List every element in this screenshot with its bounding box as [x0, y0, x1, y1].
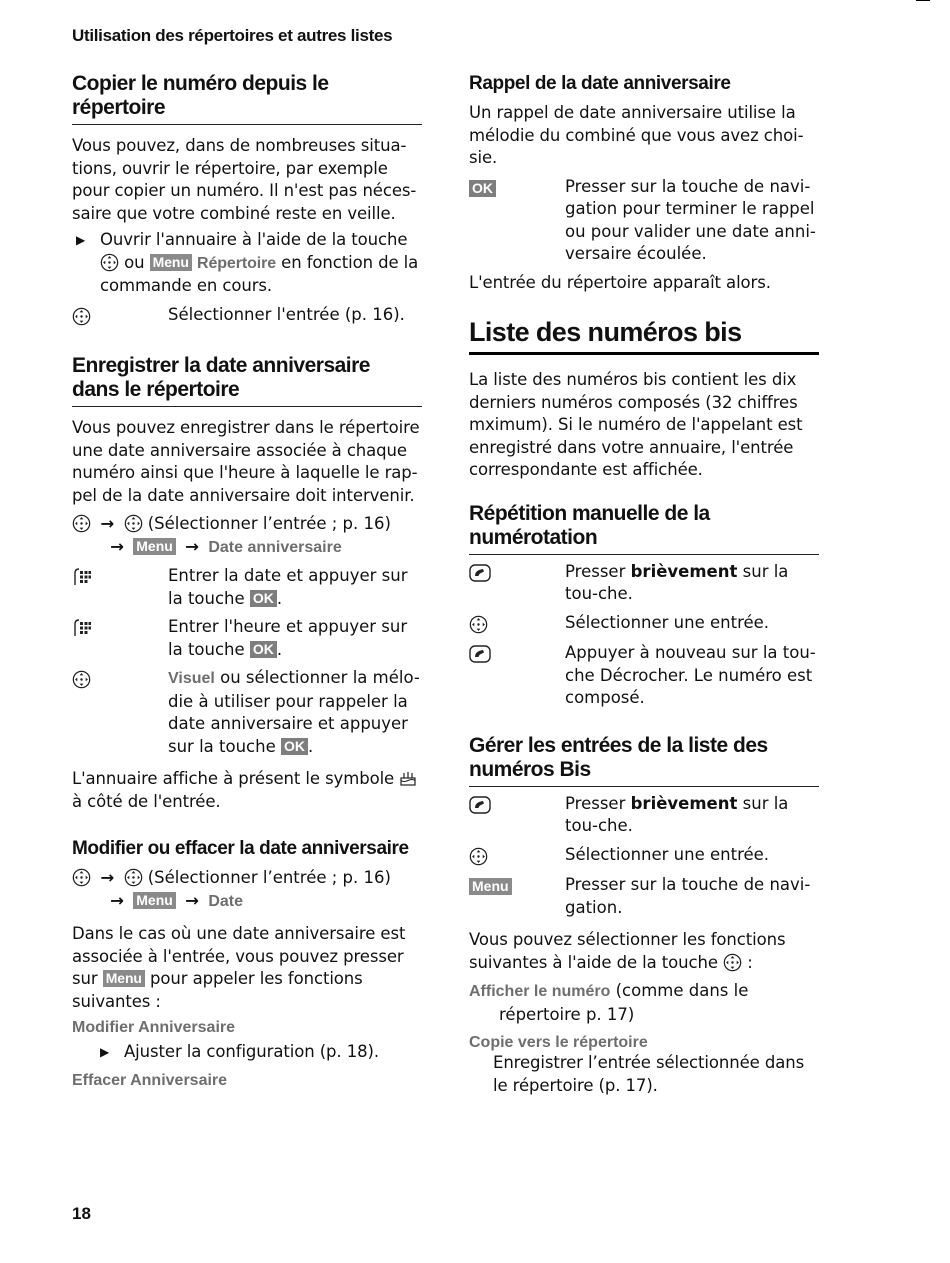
section-save-birthday: [72, 354, 422, 813]
visual-label: Visuel: [168, 670, 215, 687]
paragraph-text-b: pour appeler les fonctions suivantes :: [72, 969, 363, 1011]
instruction-row: [469, 612, 819, 637]
talk-key-icon: [469, 796, 491, 814]
sequence-text: (Sélectionner l’entrée ; p. 16): [147, 868, 391, 887]
instruction-row: [72, 565, 422, 610]
navigation-key-icon: [72, 307, 91, 326]
row-text: Appuyer à nouveau sur la tou-che Décrocher. Le numéro est composé.: [565, 643, 816, 707]
instruction-row: [469, 561, 819, 606]
arrow-icon: →: [100, 514, 115, 533]
ok-key-label: OK: [281, 738, 308, 755]
row-text-b: sur la tou-che.: [565, 561, 789, 603]
row-text: Entrer la date et appuyer sur la touche OK .: [168, 566, 408, 608]
row-text: Sélectionner une entrée.: [565, 612, 770, 632]
instruction-row: [469, 176, 819, 266]
bullet-triangle-icon: ▶: [100, 1045, 110, 1059]
talk-key-icon: [469, 564, 491, 582]
instruction-row: [469, 874, 819, 919]
row-key: [469, 561, 565, 586]
row-text: Presser sur la touche de navi-gation.: [565, 875, 811, 917]
section-manage-redial: [469, 734, 819, 1098]
option-label: Effacer Anniversaire: [72, 1071, 228, 1089]
section-title: Répétition manuelle de la numérotation: [469, 502, 819, 555]
option-label: Afficher le numéro: [469, 983, 611, 1000]
row-text: Sélectionner l'entrée (p. 16).: [168, 304, 405, 324]
row-key: [469, 176, 565, 201]
paragraph: L'entrée du répertoire apparaît alors.: [469, 272, 771, 292]
row-text-a: Presser: [565, 561, 626, 581]
navigation-key-icon: [723, 953, 742, 972]
menu-key-label: Menu: [150, 254, 192, 271]
row-text-a: ou sélectionner la mélo-die à utiliser pour rappeler la date anniversaire et appuyer sur la touche: [168, 668, 420, 756]
navigation-key-icon: [124, 868, 143, 887]
instruction-row: [469, 793, 819, 838]
key-sequence: [72, 513, 422, 559]
row-text-a: Presser: [565, 793, 626, 813]
paragraph: [72, 768, 422, 813]
section-manual-redial: [469, 502, 819, 710]
bullet-text: Ajuster la configuration (p. 18).: [124, 1042, 379, 1061]
row-key: [72, 304, 168, 329]
section-title: Enregistrer la date anniversaire dans le répertoire: [72, 354, 422, 407]
navigation-key-icon: [100, 253, 119, 272]
navigation-key-icon: [72, 670, 91, 689]
bullet-text-b: en fonction de la commande en cours.: [100, 252, 419, 295]
paragraph-text-b: à côté de l'entrée.: [72, 791, 221, 811]
paragraph-text-end: :: [747, 952, 753, 972]
instruction-row: [72, 304, 422, 329]
row-text-a: Entrer la date et appuyer sur la touche: [168, 566, 408, 608]
row-text-bold: brièvement: [630, 793, 738, 813]
directory-label: Répertoire: [196, 254, 277, 272]
ok-key-label: OK: [250, 590, 277, 607]
birthday-cake-icon: [399, 770, 417, 786]
menu-item-label: Date: [208, 892, 243, 910]
row-key: [72, 616, 168, 641]
paragraph: [72, 923, 422, 1013]
row-key: [72, 667, 168, 692]
row-text: [565, 793, 819, 838]
row-key: [469, 874, 565, 899]
row-text-b: sur la tou-che.: [565, 793, 789, 835]
navigation-key-icon: [469, 847, 488, 866]
key-sequence: [72, 867, 422, 913]
option-text: (comme dans le répertoire p. 17): [499, 981, 749, 1024]
row-text-a: Entrer l'heure et appuyer sur la touche: [168, 617, 408, 659]
ok-key-label: OK: [469, 180, 496, 197]
bullet-or: ou: [124, 252, 145, 272]
section-title: Modifier ou effacer la date anniversaire: [72, 838, 409, 859]
menu-key-label: Menu: [469, 878, 512, 895]
row-key: [469, 612, 565, 637]
section-redial-list: [469, 316, 819, 482]
bullet-text: [100, 229, 422, 298]
section-edit-birthday: [72, 837, 422, 1090]
sequence-text: (Sélectionner l’entrée ; p. 16): [147, 514, 391, 533]
section-copy-number: [72, 72, 422, 328]
paragraph: La liste des numéros bis contient les dix derniers numéros composés (32 chiffres mximum). Si le numéro de l'appelant est enregistré dans votre annuaire, l'entrée correspondante est affichée.: [469, 370, 803, 479]
row-text: [565, 561, 819, 606]
row-text: Visuel ou sélectionner la mélo-die à utiliser pour rappeler la date anniversaire et appuyer sur la touche OK .: [168, 668, 420, 756]
row-key: [72, 565, 168, 590]
paragraph: Vous pouvez enregistrer dans le répertoire une date anniversaire associée à chaque numéro ainsi que l'heure à laquelle le rap-pel de la date anniversaire doit intervenir.: [72, 418, 420, 505]
bullet-triangle-icon: ▶: [76, 233, 86, 247]
instruction-row: [469, 844, 819, 869]
keypad-icon: [72, 567, 92, 587]
right-column: [469, 72, 819, 1097]
paragraph: [469, 929, 819, 974]
row-text: Entrer l'heure et appuyer sur la touche OK .: [168, 617, 408, 659]
navigation-key-icon: [124, 514, 143, 533]
row-key: [469, 793, 565, 818]
menu-key-label: Menu: [133, 538, 176, 555]
option-label: Copie vers le répertoire: [469, 1034, 648, 1051]
section-title: Copier le numéro depuis le répertoire: [72, 72, 422, 125]
talk-key-icon: [469, 645, 491, 663]
instruction-row: [72, 667, 422, 758]
page-number: 18: [72, 1204, 91, 1223]
option-item: [469, 980, 819, 1026]
option-label: Modifier Anniversaire: [72, 1019, 236, 1036]
menu-key-label: Menu: [103, 970, 145, 987]
arrow-icon: →: [110, 890, 124, 910]
arrow-icon: →: [185, 536, 199, 556]
bullet-item: [72, 229, 422, 298]
keypad-icon: [72, 618, 92, 638]
row-key: [469, 844, 565, 869]
row-key: [469, 642, 565, 667]
navigation-key-icon: [72, 514, 91, 533]
instruction-row: [469, 642, 819, 710]
corner-mark: [916, 0, 930, 1]
section-title: Rappel de la date anniversaire: [469, 73, 731, 94]
running-title: Utilisation des répertoires et autres listes: [72, 26, 393, 45]
section-birthday-reminder: [469, 72, 819, 294]
left-column: [72, 72, 422, 1090]
bullet-text-a: Ouvrir l'annuaire à l'aide de la touche: [100, 230, 408, 249]
paragraph: Un rappel de date anniversaire utilise la mélodie du combiné que vous avez choi-sie.: [469, 103, 804, 167]
arrow-icon: →: [185, 890, 199, 910]
instruction-row: [72, 616, 422, 661]
paragraph-text-a: Vous pouvez sélectionner les fonctions suivantes à l'aide de la touche: [469, 930, 786, 972]
navigation-key-icon: [72, 868, 91, 887]
row-text: Sélectionner une entrée.: [565, 844, 770, 864]
paragraph-text-a: Dans le cas où une date anniversaire est associée à l'entrée, vous pouvez presser sur: [72, 924, 406, 988]
menu-item-label: Date anniversaire: [208, 538, 342, 556]
section-title: Gérer les entrées de la liste des numéros Bis: [469, 734, 819, 787]
menu-key-label: Menu: [133, 892, 176, 909]
row-text-bold: brièvement: [630, 561, 738, 581]
row-text: Presser sur la touche de navi-gation pour terminer le rappel ou pour valider une date anni-versaire écoulée.: [565, 176, 816, 263]
option-text: Enregistrer l’entrée sélectionnée dans le répertoire (p. 17).: [493, 1053, 805, 1095]
ok-key-label: OK: [250, 641, 277, 658]
navigation-key-icon: [469, 615, 488, 634]
paragraph-text-a: L'annuaire affiche à présent le symbole: [72, 769, 395, 788]
chapter-title: Liste des numéros bis: [469, 316, 819, 355]
arrow-icon: →: [110, 536, 124, 556]
arrow-icon: →: [100, 868, 115, 887]
paragraph: Vous pouvez, dans de nombreuses situa-tions, ouvrir le répertoire, par exemple pour copier un numéro. Il n'est pas néces-saire que votre combiné reste en veille.: [72, 136, 417, 223]
bullet-item: [72, 1041, 422, 1064]
